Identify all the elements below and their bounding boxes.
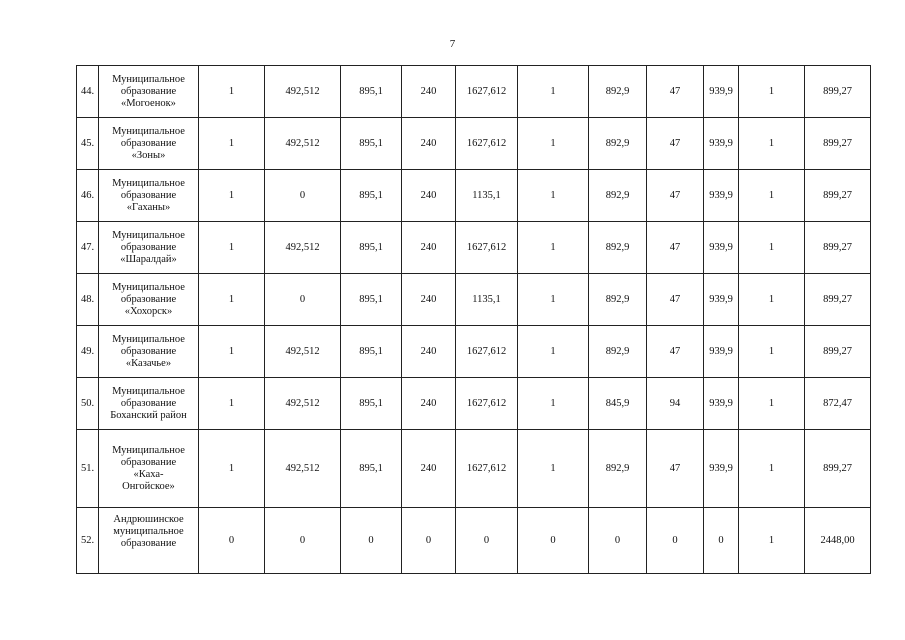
value-cell: 899,27 xyxy=(805,430,871,508)
value-cell: 0 xyxy=(265,508,341,574)
value-cell: 47 xyxy=(647,326,704,378)
value-cell: 895,1 xyxy=(341,326,402,378)
value-cell: 892,9 xyxy=(589,222,647,274)
row-number: 45. xyxy=(77,118,99,170)
value-cell: 892,9 xyxy=(589,274,647,326)
value-cell: 1627,612 xyxy=(456,222,518,274)
value-cell: 492,512 xyxy=(265,430,341,508)
row-number: 49. xyxy=(77,326,99,378)
value-cell: 899,27 xyxy=(805,274,871,326)
value-cell: 240 xyxy=(402,326,456,378)
row-number: 52. xyxy=(77,508,99,574)
value-cell: 47 xyxy=(647,118,704,170)
value-cell: 1 xyxy=(739,66,805,118)
value-cell: 1 xyxy=(739,378,805,430)
value-cell: 1 xyxy=(518,118,589,170)
value-cell: 899,27 xyxy=(805,326,871,378)
row-number: 47. xyxy=(77,222,99,274)
municipal-data-table xyxy=(76,65,871,574)
value-cell: 1627,612 xyxy=(456,430,518,508)
value-cell: 895,1 xyxy=(341,430,402,508)
value-cell: 1 xyxy=(739,326,805,378)
value-cell: 1 xyxy=(518,170,589,222)
value-cell: 0 xyxy=(402,508,456,574)
value-cell: 892,9 xyxy=(589,66,647,118)
value-cell: 899,27 xyxy=(805,118,871,170)
value-cell: 845,9 xyxy=(589,378,647,430)
value-cell: 1 xyxy=(518,274,589,326)
row-number: 46. xyxy=(77,170,99,222)
row-number: 50. xyxy=(77,378,99,430)
table-row xyxy=(77,274,871,326)
value-cell: 892,9 xyxy=(589,430,647,508)
value-cell: 47 xyxy=(647,66,704,118)
value-cell: 0 xyxy=(456,508,518,574)
value-cell: 240 xyxy=(402,66,456,118)
municipality-name: Муниципальное образование «Шаралдай» xyxy=(99,222,199,274)
value-cell: 1 xyxy=(199,274,265,326)
value-cell: 939,9 xyxy=(704,326,739,378)
value-cell: 492,512 xyxy=(265,326,341,378)
value-cell: 939,9 xyxy=(704,430,739,508)
value-cell: 1 xyxy=(518,326,589,378)
value-cell: 0 xyxy=(589,508,647,574)
value-cell: 1 xyxy=(199,378,265,430)
value-cell: 47 xyxy=(647,274,704,326)
value-cell: 47 xyxy=(647,170,704,222)
value-cell: 0 xyxy=(704,508,739,574)
value-cell: 1 xyxy=(199,222,265,274)
value-cell: 939,9 xyxy=(704,274,739,326)
value-cell: 1 xyxy=(739,170,805,222)
value-cell: 899,27 xyxy=(805,66,871,118)
value-cell: 895,1 xyxy=(341,170,402,222)
page-number: 7 xyxy=(449,38,456,50)
value-cell: 240 xyxy=(402,378,456,430)
value-cell: 899,27 xyxy=(805,170,871,222)
value-cell: 2448,00 xyxy=(805,508,871,574)
value-cell: 1 xyxy=(518,222,589,274)
value-cell: 94 xyxy=(647,378,704,430)
value-cell: 492,512 xyxy=(265,66,341,118)
value-cell: 0 xyxy=(265,274,341,326)
value-cell: 872,47 xyxy=(805,378,871,430)
value-cell: 240 xyxy=(402,118,456,170)
value-cell: 0 xyxy=(265,170,341,222)
value-cell: 895,1 xyxy=(341,118,402,170)
value-cell: 1627,612 xyxy=(456,66,518,118)
table-row xyxy=(77,508,871,574)
value-cell: 1 xyxy=(199,430,265,508)
municipality-name: Муниципальное образование «Казачье» xyxy=(99,326,199,378)
value-cell: 1135,1 xyxy=(456,170,518,222)
value-cell: 895,1 xyxy=(341,378,402,430)
value-cell: 1 xyxy=(739,274,805,326)
value-cell: 1 xyxy=(199,170,265,222)
value-cell: 1 xyxy=(739,430,805,508)
value-cell: 240 xyxy=(402,430,456,508)
value-cell: 1135,1 xyxy=(456,274,518,326)
value-cell: 1 xyxy=(739,118,805,170)
table-row xyxy=(77,222,871,274)
value-cell: 1 xyxy=(739,508,805,574)
row-number: 48. xyxy=(77,274,99,326)
value-cell: 939,9 xyxy=(704,118,739,170)
value-cell: 1 xyxy=(199,66,265,118)
municipality-name: Муниципальное образование «Зоны» xyxy=(99,118,199,170)
table-row xyxy=(77,378,871,430)
municipality-name: Муниципальное образование «Могоенок» xyxy=(99,66,199,118)
value-cell: 492,512 xyxy=(265,378,341,430)
table-row xyxy=(77,170,871,222)
value-cell: 47 xyxy=(647,222,704,274)
municipality-name: Муниципальное образование «Хохорск» xyxy=(99,274,199,326)
row-number: 51. xyxy=(77,430,99,508)
value-cell: 1 xyxy=(518,378,589,430)
table-row xyxy=(77,430,871,508)
value-cell: 1 xyxy=(199,326,265,378)
value-cell: 240 xyxy=(402,170,456,222)
value-cell: 492,512 xyxy=(265,118,341,170)
value-cell: 899,27 xyxy=(805,222,871,274)
value-cell: 240 xyxy=(402,274,456,326)
value-cell: 892,9 xyxy=(589,118,647,170)
value-cell: 939,9 xyxy=(704,222,739,274)
value-cell: 1 xyxy=(199,118,265,170)
value-cell: 47 xyxy=(647,430,704,508)
municipality-name: Андрюшинское муниципальное образование xyxy=(99,508,199,574)
value-cell: 492,512 xyxy=(265,222,341,274)
table-row xyxy=(77,326,871,378)
value-cell: 240 xyxy=(402,222,456,274)
value-cell: 1627,612 xyxy=(456,378,518,430)
value-cell: 1 xyxy=(518,430,589,508)
value-cell: 0 xyxy=(647,508,704,574)
value-cell: 1627,612 xyxy=(456,118,518,170)
value-cell: 1 xyxy=(518,66,589,118)
value-cell: 939,9 xyxy=(704,66,739,118)
row-number: 44. xyxy=(77,66,99,118)
value-cell: 939,9 xyxy=(704,170,739,222)
value-cell: 892,9 xyxy=(589,326,647,378)
municipality-name: Муниципальное образование «Каха- Онгойское» xyxy=(99,430,199,508)
table-row xyxy=(77,66,871,118)
value-cell: 892,9 xyxy=(589,170,647,222)
value-cell: 0 xyxy=(341,508,402,574)
value-cell: 895,1 xyxy=(341,222,402,274)
table-row xyxy=(77,118,871,170)
value-cell: 895,1 xyxy=(341,274,402,326)
value-cell: 895,1 xyxy=(341,66,402,118)
municipality-name: Муниципальное образование «Гаханы» xyxy=(99,170,199,222)
value-cell: 0 xyxy=(518,508,589,574)
value-cell: 939,9 xyxy=(704,378,739,430)
value-cell: 0 xyxy=(199,508,265,574)
value-cell: 1 xyxy=(739,222,805,274)
municipality-name: Муниципальное образование Боханский район xyxy=(99,378,199,430)
value-cell: 1627,612 xyxy=(456,326,518,378)
